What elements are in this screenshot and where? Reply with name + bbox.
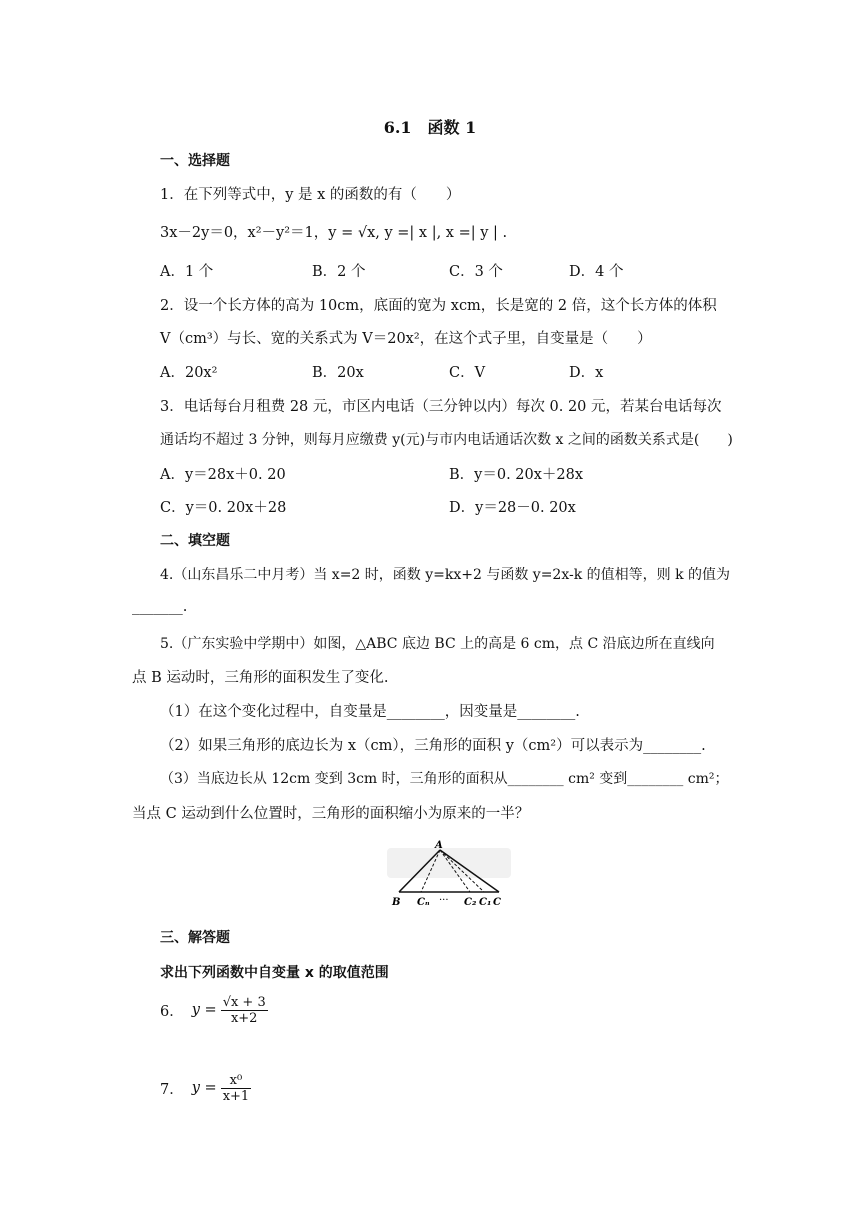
question-2-line1: 2．设一个长方体的高为 10cm，底面的宽为 xcm，长是宽的 2 倍，这个长方体的体积: [160, 298, 717, 314]
q3-option-c: C．y＝0. 20x＋28: [160, 500, 287, 516]
question-5-line1: 5.（广东实验中学期中）如图，△ABC 底边 BC 上的高是 6 cm，点 C 沿底边所在直线向: [160, 636, 715, 652]
question-4-line2: _______.: [132, 599, 188, 615]
question-3-line2: 通话均不超过 3 分钟，则每月应缴费 y(元)与市内电话通话次数 x 之间的函数关系式是( ): [160, 432, 733, 448]
label-c2: C₂: [464, 897, 477, 908]
question-5-part1: （1）在这个变化过程中，自变量是________，因变量是________.: [160, 704, 580, 720]
question-7: [160, 1068, 251, 1108]
q7-fraction: [221, 1073, 252, 1104]
q1-option-a: A．1 个: [160, 264, 214, 280]
q3-option-d: D．y＝28－0. 20x: [449, 500, 576, 516]
question-3-line1: 3．电话每台月租费 28 元，市区内电话（三分钟以内）每次 0. 20 元，若某台电话每次: [160, 399, 722, 415]
triangle-figure: [385, 838, 515, 908]
q6-fraction: [221, 995, 268, 1026]
q1-option-b: B．2 个: [312, 264, 366, 280]
q2-option-d: D．x: [569, 365, 604, 381]
section-heading-choice: 一、选择题: [160, 153, 230, 169]
question-5-line2: 点 B 运动时，三角形的面积发生了变化.: [132, 670, 389, 686]
q2-option-b: B．20x: [312, 365, 364, 381]
section-heading-answer: 三、解答题: [160, 930, 230, 946]
q6-numerator: √x + 3: [222, 994, 266, 1010]
section-heading-fill: 二、填空题: [160, 533, 230, 549]
question-5-part3-cont: 当点 C 运动到什么位置时，三角形的面积缩小为原来的一半？: [132, 806, 530, 822]
q7-denominator: x+1: [222, 1088, 250, 1104]
question-5-part2: （2）如果三角形的底边长为 x（cm），三角形的面积 y（cm²）可以表示为________.: [160, 738, 706, 754]
q2-option-a: A．20x²: [160, 365, 218, 381]
label-c1: C₁: [479, 897, 492, 908]
q3-option-a: A．y＝28x＋0. 20: [160, 467, 286, 483]
label-cn: Cₙ: [417, 897, 430, 908]
question-6: [160, 990, 268, 1030]
q2-option-c: C．V: [449, 365, 486, 381]
q6-denominator: x+2: [230, 1010, 258, 1026]
q6-label: 6．: [160, 1003, 184, 1020]
question-1-stem: 1．在下列等式中，y 是 x 的函数的有（ ）: [160, 187, 461, 203]
label-c: C: [493, 897, 501, 908]
q1-option-c: C．3 个: [449, 264, 503, 280]
q7-label: 7．: [160, 1081, 184, 1098]
q7-lhs: y =: [191, 1080, 217, 1096]
label-a: A: [435, 840, 443, 851]
question-1-expressions: 3x－2y＝0，x²－y²＝1，y = √x, y =| x |, x =| y | .: [160, 225, 508, 241]
q7-numerator: x⁰: [221, 1073, 252, 1089]
question-4-line1: 4.（山东昌乐二中月考）当 x=2 时，函数 y=kx+2 与函数 y=2x-k 的值相等，则 k 的值为: [160, 567, 731, 583]
question-5-part3: （3）当底边长从 12cm 变到 3cm 时，三角形的面积从________ cm² 变到________ cm²；: [160, 771, 729, 787]
page-title: 6.1 函数 1: [383, 118, 477, 137]
label-b: B: [392, 897, 401, 908]
q6-lhs: y =: [191, 1002, 217, 1018]
answer-intro: 求出下列函数中自变量 x 的取值范围: [160, 965, 389, 981]
question-2-line2: V（cm³）与长、宽的关系式为 V＝20x²，在这个式子里，自变量是（ ）: [160, 331, 652, 347]
q1-option-d: D．4 个: [569, 264, 624, 280]
q3-option-b: B．y＝0. 20x＋28x: [449, 467, 584, 483]
label-dots: ···: [439, 895, 449, 906]
